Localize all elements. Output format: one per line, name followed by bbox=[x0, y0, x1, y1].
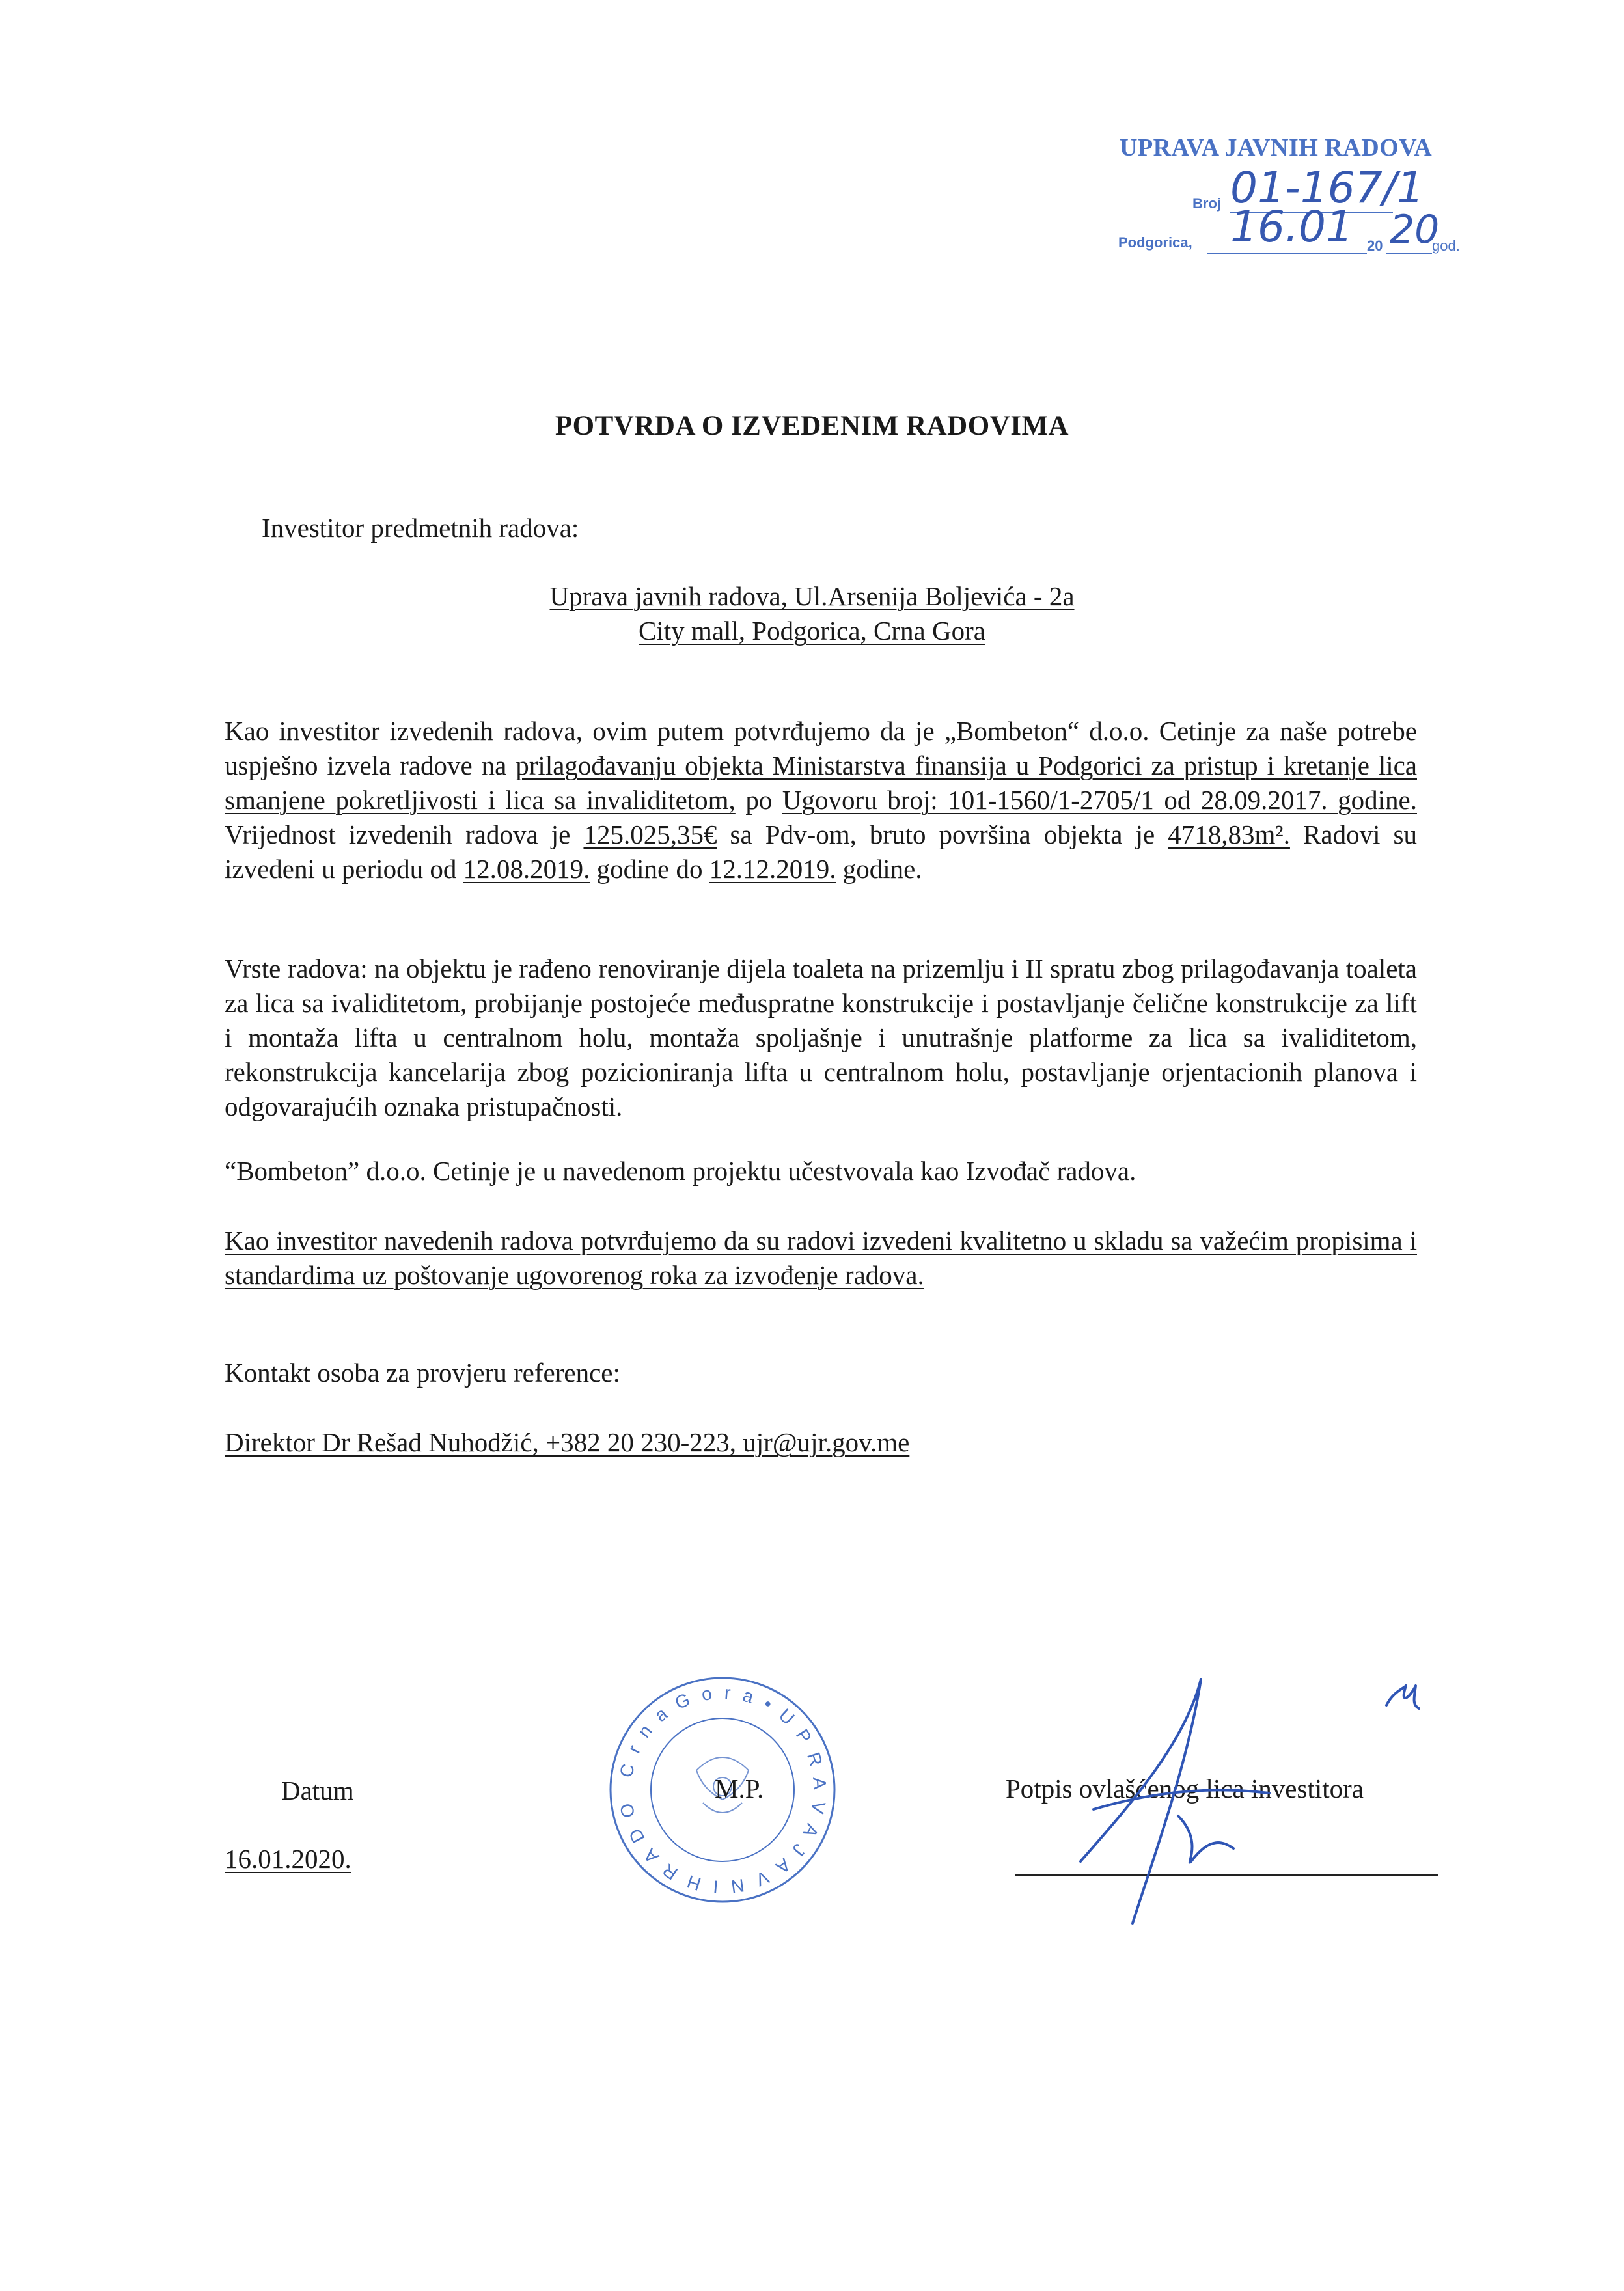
investor-label: Investitor predmetnih radova: bbox=[262, 513, 579, 543]
handwritten-signature bbox=[1054, 1666, 1445, 1927]
stamp-year-prefix: 20 bbox=[1367, 238, 1383, 254]
paragraph-confirmation: Kao investitor izvedenih radova, ovim putem potvrđujemo da je „Bombeton“ d.o.o. Cetinje za naše potrebe uspješno izvela radove na prilagođavanju objekta Ministarstva finansija u Podgorici za pristup i kretanje lica smanjene pokretljivosti i lica sa invaliditetom, po Ugovoru broj: 101-1560/1-2705/1 od 28.09.2017. godine. Vrijednost izvedenih radova je 125.025,35€ sa Pdv-om, bruto površina objekta je 4718,83m². Radovi su izvedeni u periodu od 12.08.2019. godine do 12.12.2019. godine. bbox=[225, 716, 1417, 884]
stamp-year-value: 20 bbox=[1390, 207, 1440, 253]
stamp-broj-label: Broj bbox=[1192, 195, 1221, 212]
stamp-broj-value: 01-167/1 bbox=[1230, 163, 1424, 213]
stamp-date-line bbox=[1207, 253, 1367, 254]
svg-text:C r n a G o r a • U P R: C r n a G o r a • U P R A V A J A V N I H R A D O bbox=[615, 1682, 831, 1898]
signature-label: Potpis ovlašćenog lica investitora bbox=[1006, 1774, 1364, 1804]
contact-value: Direktor Dr Rešad Nuhodžić, +382 20 230-223, ujr@ujr.gov.me bbox=[225, 1427, 910, 1457]
stamp-date-value: 16.01 bbox=[1230, 202, 1353, 252]
contact-label: Kontakt osoba za provjeru reference: bbox=[225, 1358, 620, 1388]
paragraph-quality: Kao investitor navedenih radova potvrđujemo da su radovi izvedeni kvalitetno u skladu sa važećim propisima i standardima uz poštovanje ugovorenog roka za izvođenje radova. bbox=[225, 1226, 1417, 1290]
investor-line-2: City mall, Podgorica, Crna Gora bbox=[639, 616, 985, 646]
document-title: POTVRDA O IZVEDENIM RADOVIMA bbox=[555, 411, 1069, 441]
stamp-org-name: UPRAVA JAVNIH RADOVA bbox=[1120, 134, 1433, 161]
date-value: 16.01.2020. bbox=[225, 1844, 351, 1874]
stamp-place-label: Podgorica, bbox=[1118, 234, 1192, 251]
stamp-year-line bbox=[1386, 253, 1432, 254]
paragraph-works-type: Vrste radova: na objektu je rađeno renoviranje dijela toaleta na prizemlju i II spratu zbog prilagođavanja toaleta za lica sa ivaliditetom, probijanje postojeće međuspratne konstrukcije i postavljanje čelične konstrukcije za lift i montaža lifta u centralnom holu, montaža spoljašnje i unutrašnje platforme za lica sa ivaliditetom, rekonstrukcija kancelarija zbog pozicioniranja lifta u centralnom holu, postavljanje orjentacionih planova i odgovarajućih oznaka pristupačnosti. bbox=[225, 953, 1417, 1121]
mp-label: M.P. bbox=[715, 1774, 764, 1804]
paragraph-contractor: “Bombeton” d.o.o. Cetinje je u navedenom projektu učestvovala kao Izvođač radova. bbox=[225, 1156, 1136, 1186]
investor-address bbox=[0, 579, 1624, 648]
investor-line-1: Uprava javnih radova, Ul.Arsenija Boljevića - 2a bbox=[549, 581, 1075, 611]
date-label: Datum bbox=[281, 1776, 354, 1805]
stamp-god-label: god. bbox=[1432, 238, 1460, 254]
